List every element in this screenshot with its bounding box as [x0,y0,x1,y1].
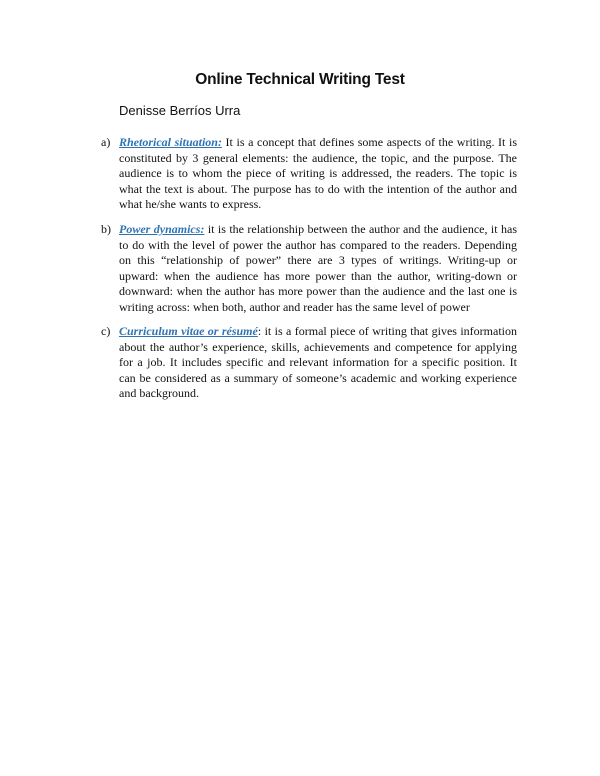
list-marker: c) [101,324,111,338]
definition-paragraph [119,222,517,315]
document-title: Online Technical Writing Test [195,71,405,88]
definition-term: Curriculum vitae or résumé [119,324,258,338]
definition-text: : it is a formal piece of writing that gives information about the author’s experience, skills, achievements and competence for applying for a job. It includes specific and relevant information for a specific position. It can be considered as a summary of someone’s academic and working experience and background. [119,324,517,400]
definition-item-rhetorical-situation [101,135,517,225]
definition-text: It is a concept that defines some aspects of the writing. It is constituted by 3 general elements: the audience, the topic, and the purpose. The audience is to whom the piece of writing is addressed, the readers. The topic is what the text is about. The purpose has to do with the intention of the author and what he/she wants to express. [119,135,517,211]
definition-paragraph [119,135,517,213]
list-marker: b) [101,222,111,236]
definition-item-curriculum-vitae [101,324,517,414]
definition-term: Power dynamics: [119,222,205,236]
definition-term: Rhetorical situation: [119,135,222,149]
author-name: Denisse Berríos Urra [119,103,241,118]
definition-text: it is the relationship between the author and the audience, it has to do with the level of power the author has compared to the readers. Depending on this “relationship of power” there are 3 types of writings. Writing-up or upward: when the audience has more power than the author, writing-down or downward: when the author has more power than the audience and the last one is writing across: when both, author and reader has the same level of power [119,222,517,314]
definition-paragraph [119,324,517,402]
list-marker: a) [101,135,111,149]
definition-item-power-dynamics [101,222,517,327]
